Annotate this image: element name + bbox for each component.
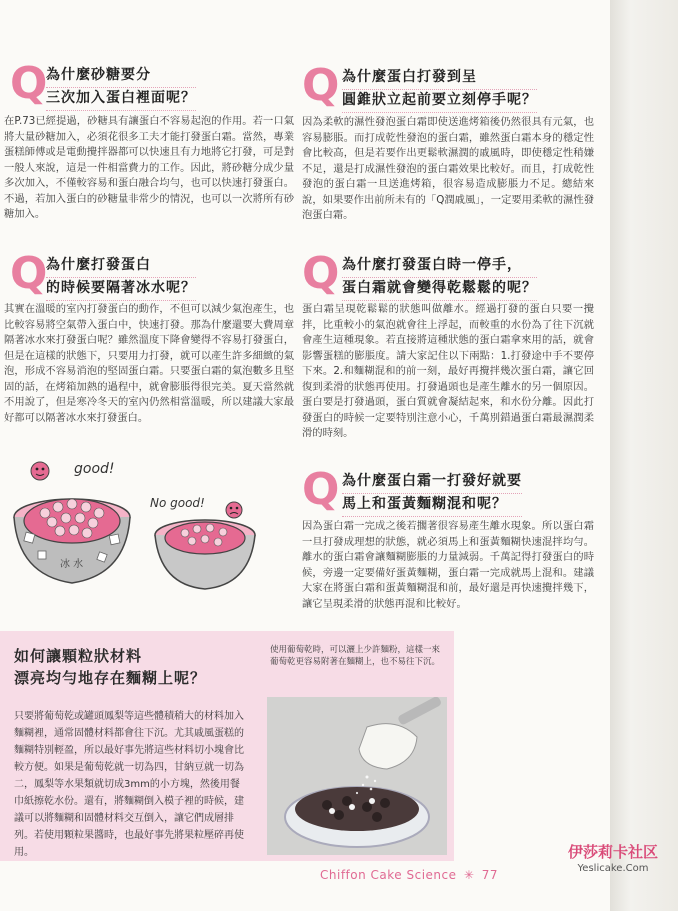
page-edge — [610, 0, 678, 911]
answer-text: 在P.73已經提過，砂糖具有讓蛋白不容易起泡的作用。若一口氣將大量砂糖加入，必須花很多工夫才能打發蛋白霜。當然，專業蛋糕師傅或是電動攪拌器都可以快速且有力地將它打發，可是對一般人來說，這是一件相當費力的工作。因此，將砂糖分成少量多次加入，不僅較容易和蛋白融合均勻，也可以快速打發蛋白。不過，若加入蛋白的砂糖量非常少的情況，也可以一次將所有砂糖加入。 — [4, 115, 294, 220]
q-badge: Q — [302, 464, 340, 515]
watermark — [552, 843, 674, 875]
watermark-name: 伊莎莉卡社区 — [567, 843, 658, 861]
nogood-bowl — [150, 496, 255, 589]
q-badge: Q — [10, 248, 48, 299]
q-badge: Q — [302, 60, 340, 111]
answer-text: 因為柔軟的濕性發泡蛋白霜即使送進烤箱後仍然很具有元氣，也容易膨脹。而打成乾性發泡的蛋白霜，雖然蛋白霜本身的穩定性會比較高，但是若要作出更鬆軟濕潤的戚風時，即使穩定性稍嫌不足，還是打成濕性發泡的蛋白霜效果比較好。而且，打成乾性發泡的蛋白霜一旦送進烤箱，很容易造成膨脹力不足。總結來說，如果要作出前所未有的「Q潤戚風」，一定要用柔軟的濕性發泡蛋白霜。 — [302, 116, 594, 221]
q-badge: Q — [302, 248, 340, 299]
good-bowl — [14, 461, 130, 583]
tip-title: 如何讓顆粒狀材料 漂亮均勻地存在麵糊上呢？ — [14, 647, 207, 687]
book-title: Chiffon Cake Science — [320, 868, 457, 882]
question-title: 為什麼打發蛋白 的時候要隔著冰水呢？ — [46, 255, 196, 301]
ice-water-label: 冰 水 — [60, 559, 84, 570]
photo-caption: 使用葡萄乾時，可以灑上少許麵粉，這樣一來葡萄乾更容易附著在麵糊上，也不易往下沉。 — [270, 645, 441, 667]
watermark-url: Yeslicake.Com — [577, 863, 649, 874]
meringue-bowls-illustration — [0, 455, 300, 600]
question-title: 為什麼蛋白打發到呈 圓錐狀立起前要立刻停手呢？ — [342, 67, 537, 113]
bowls-drawing — [0, 455, 300, 600]
raisins-flour-photo — [267, 697, 447, 855]
nogood-label: No good! — [150, 496, 205, 510]
star-icon: ✳ — [463, 868, 475, 882]
tip-box — [0, 631, 454, 861]
answer-text: 其實在溫暖的室內打發蛋白的動作，不但可以減少氣泡產生，也比較容易將空氣帶入蛋白中，快速打發。那為什麼還要大費周章隔著冰水來打發蛋白呢？雖然溫度下降會變得不容易打發蛋白，但是在這樣的狀態下，只要用力打發，就可以產生許多細緻的氣泡，形成不容易消泡的堅固蛋白霜。只要蛋白霜的氣泡數多且堅固的話，在烤箱加熱的過程中，就會膨脹得很完美。夏天當然就不用說了，但是寒冷冬天的室內仍然相當溫暖，所以建議大家最好都可以隔著冰水來打發蛋白。 — [4, 303, 294, 424]
good-label: good! — [74, 461, 115, 477]
answer-text: 蛋白霜呈現乾鬆鬆的狀態叫做離水。經過打發的蛋白只要一攪拌，比重較小的氣泡就會往上浮起，而較重的水份為了往下沉就會產生這種現象。若直接將這種狀態的蛋白霜拿來用的話，就會影響蛋糕的膨脹度。請大家記住以下兩點：1.打發途中手不要停下來。2.和麵糊混和的前一刻，最好再攪拌幾次蛋白霜，讓它回復到柔滑的狀態再使用。打發過頭也是產生離水的另一個原因。蛋白要是打發過頭，蛋白質就會凝結起來，和水份分離。因此打發蛋白的時候一定要特別注意小心，千萬別錯過蛋白霜最濕潤柔滑的時刻。 — [302, 303, 594, 439]
q-badge: Q — [10, 58, 48, 109]
tip-text: 只要將葡萄乾或罐頭鳳梨等這些體積稍大的材料加入麵糊裡，通常固體材料都會往下沉。尤其戚風蛋糕的麵糊特別輕盈，所以最好事先將這些材料切小塊會比較方便。如果是葡萄乾就一切為四，甘納豆就一切為二，鳳梨等水果類就切成3mm的小方塊，然後用餐巾紙擦乾水份。還有，將麵糊倒入模子裡的時候，建議可以將麵糊和固體材料交互倒入，讓它們成層排列。若使用顆粒果醬時，也最好事先將果粒壓碎再使用。 — [14, 711, 244, 858]
answer-text: 因為蛋白霜一完成之後若擱著很容易產生離水現象。所以蛋白霜一旦打發成理想的狀態，就必須馬上和蛋黃麵糊快速混拌均勻。離水的蛋白霜會讓麵糊膨脹的力量減弱。千萬記得打發蛋白的時候，旁邊一定要備好蛋黃麵糊，蛋白霜一完成就馬上混和。建議大家在將蛋白霜和蛋黃麵糊混和前，最好還是再快速攪拌幾下，讓它呈現柔滑的狀態再混和比較好。 — [302, 520, 594, 610]
page-footer — [320, 868, 498, 882]
question-title: 為什麼砂糖要分 三次加入蛋白裡面呢？ — [46, 65, 196, 111]
question-title: 為什麼打發蛋白時一停手， 蛋白霜就會變得乾鬆鬆的呢？ — [342, 255, 537, 301]
question-title: 為什麼蛋白霜一打發好就要 馬上和蛋黃麵糊混和呢？ — [342, 471, 522, 517]
photo-drawing — [267, 697, 447, 855]
page-number: 77 — [481, 868, 498, 882]
